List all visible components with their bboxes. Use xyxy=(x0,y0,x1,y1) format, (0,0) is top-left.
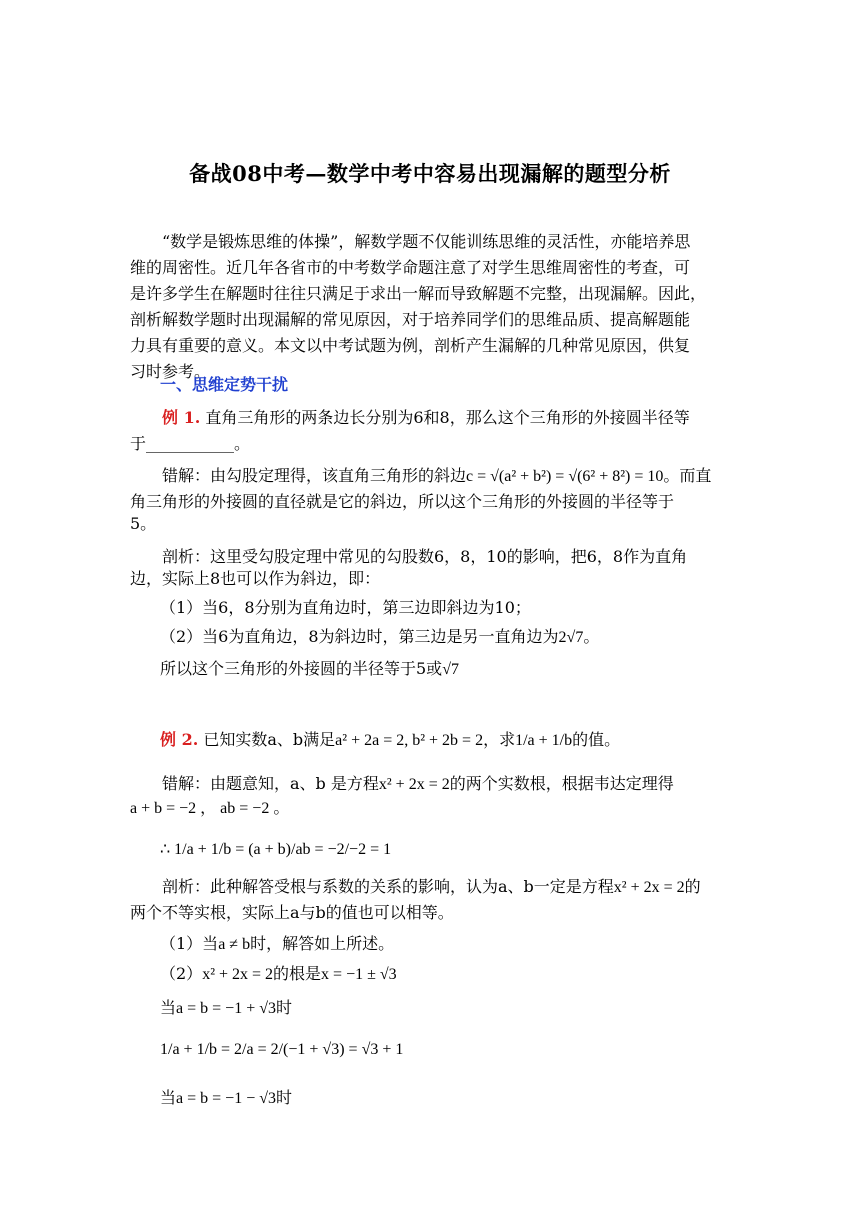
wrong-solution-text: 错解：由勾股定理得，该直角三角形的斜边 xyxy=(162,466,467,485)
intro-line-3: 是许多学生在解题时往往只满足于求出一解而导致解题不完整，出现漏解。因此， xyxy=(130,284,707,303)
example-1-analysis-1: 剖析：这里受勾股定理中常见的勾股数6，8，10的影响，把6，8作为直角 xyxy=(162,547,688,566)
intro-line-5: 力具有重要的意义。本文以中考试题为例，剖析产生漏解的几种常见原因，供复 xyxy=(130,336,691,355)
when-2-text: 当 xyxy=(160,1088,177,1107)
conclusion-text: 所以这个三角形的外接圆的半径等于5或 xyxy=(160,659,443,678)
wrong-text-end: 的两个实数根，根据韦达定理得 xyxy=(449,774,674,793)
case-2-equation: x² + 2x = 2 xyxy=(202,966,274,983)
example-2-question xyxy=(160,730,620,751)
case-1-text: （1）当 xyxy=(160,934,219,953)
example-2-when-2 xyxy=(160,1088,292,1109)
analysis-text-end: 的 xyxy=(684,877,701,896)
intro-line-1: “数学是锻炼思维的体操”，解数学题不仅能训练思维的灵活性，亦能培养思 xyxy=(162,232,691,251)
example-1-conclusion xyxy=(160,659,459,680)
example-2-wrong-2: a + b = −2 ， ab = −2 。 xyxy=(130,800,290,817)
intro-line-6: 习时参考。 xyxy=(130,362,211,381)
example-1-wrong-solution xyxy=(162,466,711,487)
when-1-text: 当 xyxy=(160,998,177,1017)
when-1-end: 时 xyxy=(276,998,293,1017)
case-1-text-end: 时，解答如上所述。 xyxy=(250,934,395,953)
analysis-text: 剖析：此种解答受根与系数的关系的影响，认为a、b一定是方程 xyxy=(162,877,614,896)
when-2-condition: a = b = −1 − √3 xyxy=(176,1090,276,1107)
example-2-wrong-1 xyxy=(162,774,674,795)
example-2-expression: 1/a + 1/b xyxy=(515,732,573,749)
example-2-analysis-1 xyxy=(162,877,701,898)
analysis-equation: x² + 2x = 2 xyxy=(613,879,685,896)
example-2-case-2 xyxy=(160,964,397,985)
case-2-text: （2）当6为直角边，8为斜边时，第三边是另一直角边为 xyxy=(160,627,559,646)
case-2-value: 2√7 xyxy=(558,629,584,646)
wrong-equation: x² + 2x = 2 xyxy=(378,776,450,793)
example-1-case-1: （1）当6，8分别为直角边时，第三边即斜边为10； xyxy=(160,598,531,617)
when-2-end: 时 xyxy=(276,1088,293,1107)
example-2-question-end: 的值。 xyxy=(572,730,621,749)
intro-line-2: 维的周密性。近几年各省市的中考数学命题注意了对学生思维周密性的考查，可 xyxy=(130,258,691,277)
page-title: 备战08中考—数学中考中容易出现漏解的题型分析 xyxy=(189,161,671,186)
case-1-condition: a ≠ b xyxy=(218,936,251,953)
example-1-wrong-line-2: 角三角形的外接圆的直径就是它的斜边，所以这个三角形的外接圆的半径等于 xyxy=(130,492,675,511)
case-2-roots: x = −1 ± √3 xyxy=(321,966,397,983)
example-1-label: 例 1. xyxy=(162,408,201,427)
example-1-blank: 于___________。 xyxy=(130,434,251,453)
example-2-equations: a² + 2a = 2, b² + 2b = 2 xyxy=(335,732,484,749)
example-2-result-1: 1/a + 1/b = 2/a = 2/(−1 + √3) = √3 + 1 xyxy=(160,1041,404,1058)
example-2-wrong-3: ∴ 1/a + 1/b = (a + b)/ab = −2/−2 = 1 xyxy=(160,841,392,858)
section-heading-1: 一、思维定势干扰 xyxy=(160,375,289,394)
example-2-case-1 xyxy=(160,934,394,955)
case-2-label: （2） xyxy=(160,964,203,983)
example-1-analysis-2: 边，实际上8也可以作为斜边，即： xyxy=(130,569,381,588)
intro-line-4: 剖析解数学题时出现漏解的常见原因，对于培养同学们的思维品质、提高解题能 xyxy=(130,310,691,329)
example-2-question-mid: ，求 xyxy=(483,730,516,749)
example-1-question xyxy=(162,408,690,428)
example-1-wrong-line-3: 5。 xyxy=(130,514,157,533)
example-1-question-text: 直角三角形的两条边长分别为6和8，那么这个三角形的外接圆半径等 xyxy=(205,408,690,427)
example-2-when-1 xyxy=(160,998,292,1019)
wrong-text: 错解：由题意知，a、b 是方程 xyxy=(162,774,379,793)
wrong-solution-text-end: 。而直 xyxy=(663,466,712,485)
case-2-mid: 的根是 xyxy=(273,964,322,983)
conclusion-value: √7 xyxy=(442,661,459,678)
when-1-condition: a = b = −1 + √3 xyxy=(176,1000,276,1017)
example-2-analysis-2: 两个不等实根，实际上a与b的值也可以相等。 xyxy=(130,903,454,922)
example-2-question-text: 已知实数a、b满足 xyxy=(203,730,336,749)
hypotenuse-formula: c = √(a² + b²) = √(6² + 8²) = 10 xyxy=(466,468,664,485)
example-2-label: 例 2. xyxy=(160,730,199,749)
case-2-end: 。 xyxy=(583,627,600,646)
example-1-case-2 xyxy=(160,627,599,648)
